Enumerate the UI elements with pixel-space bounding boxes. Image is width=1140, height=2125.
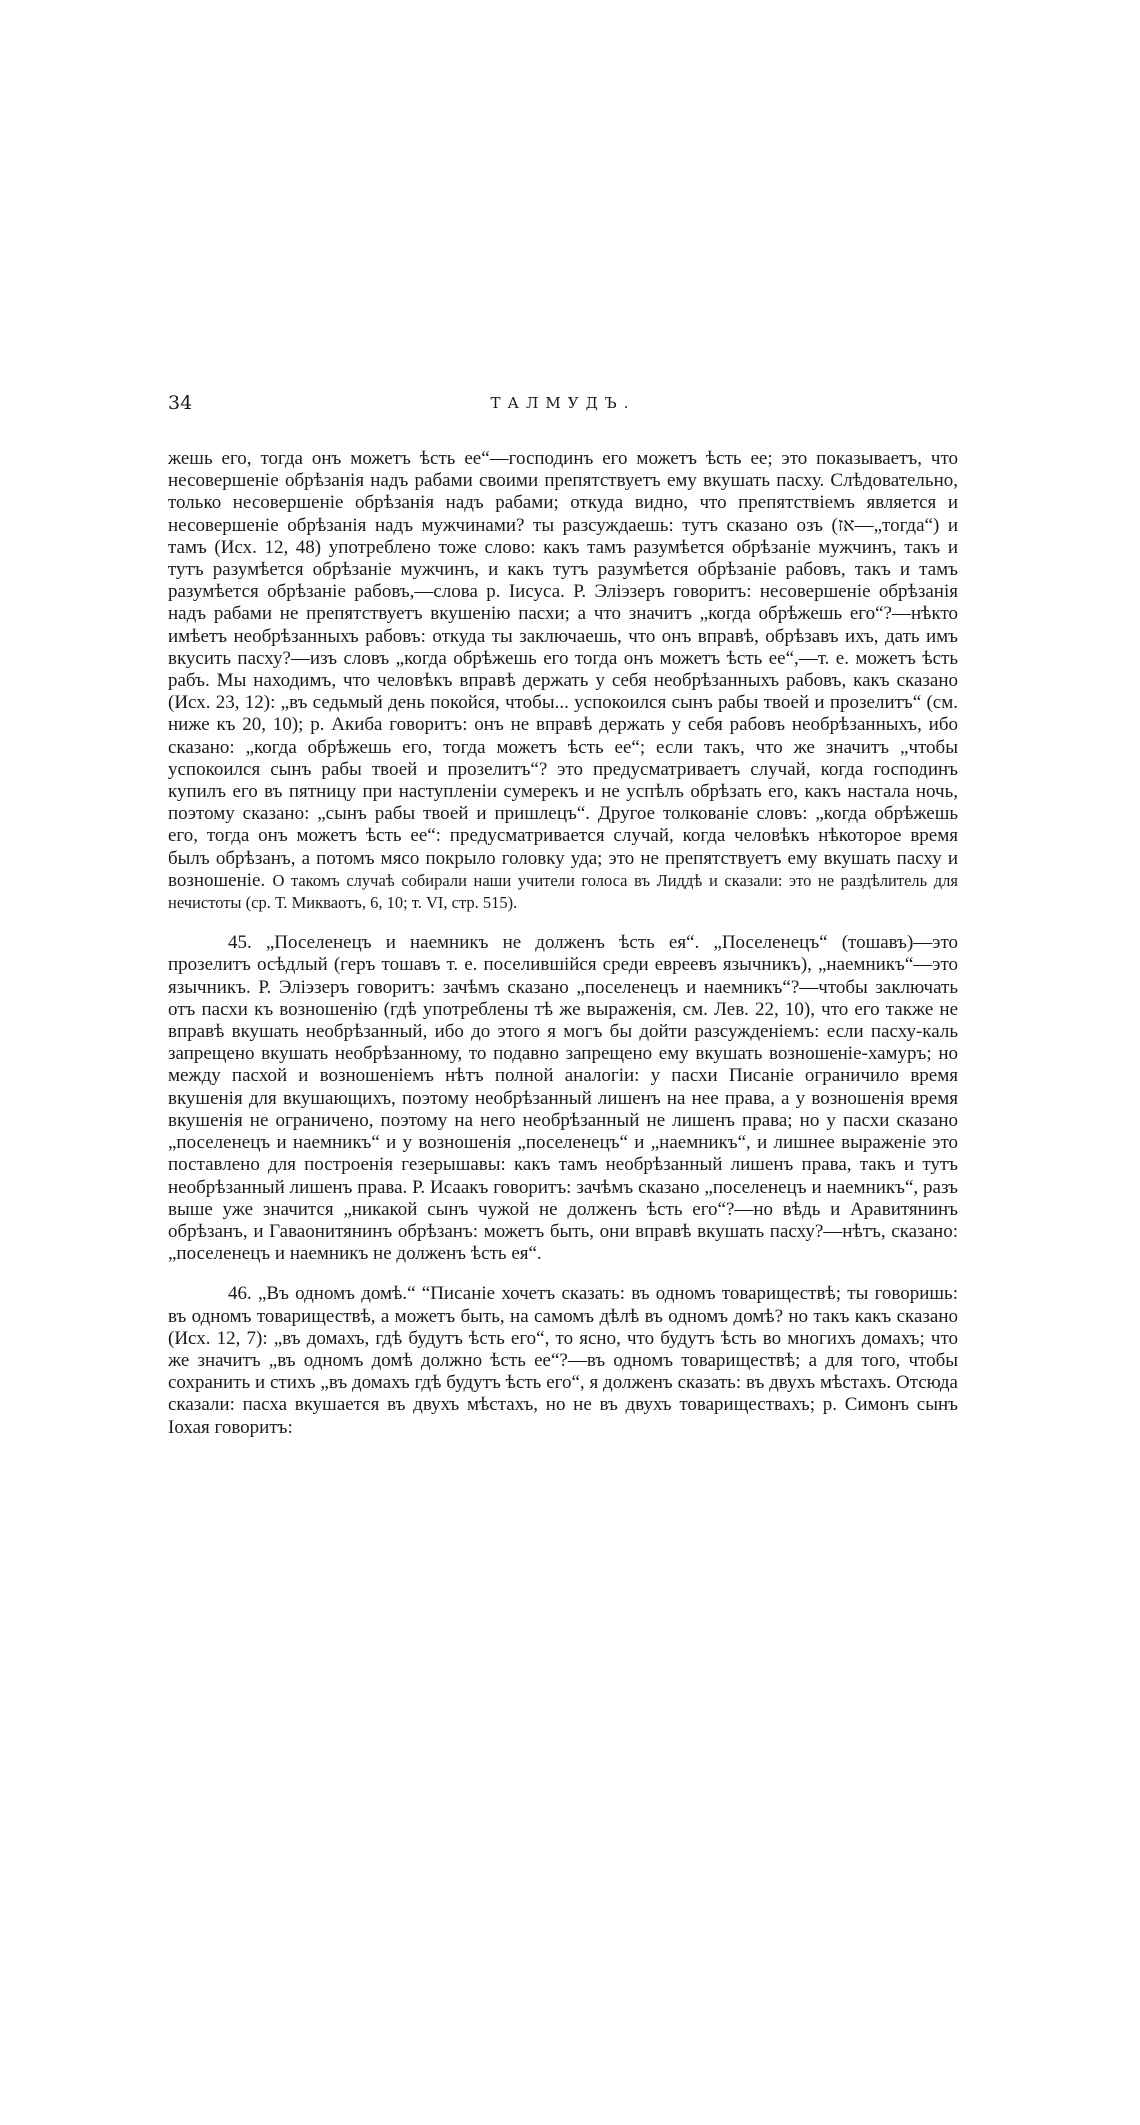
paragraph-text: 45. „Поселенецъ и наемникъ не долженъ ѣсть ея“. „Поселенецъ“ (тошавъ)—это прозелитъ осѣдлый (геръ тошавъ т. е. поселившійся среди евреевъ язычникъ), „наемникъ“—это язычникъ. Р. Элiэзеръ говоритъ: зачѣмъ сказано „поселенецъ и наемникъ“?—чтобы заключать отъ пасхи къ возношенію (гдѣ употреблены тѣ же выраженія, см. Лев. 22, 10), что его также не вправѣ вкушать необрѣзанный, ибо до этого я могъ бы дойти разсужденіемъ: если пасху-каль запрещено вкушать необрѣзанному, то подавно запрещено ему вкушать возношеніе-хамуръ; но между пасхой и возношеніемъ нѣтъ полной аналогіи: у пасхи Писаніе ограничило время вкушенія для вкушающихъ, поэтому необрѣзанный лишенъ на нее права, а у возношенія время вкушенія не ограничено, поэтому на него необрѣзанный не лишенъ права; но у пасхи сказано „поселенецъ и наемникъ“ и у возношенія „поселенецъ“ и „наемникъ“, и лишнее выраженіе это поставлено для построенія гезерышавы: какъ тамъ необрѣзанный лишенъ права, такъ и тутъ необрѣзанный лишенъ права. Р. Исаакъ говоритъ: зачѣмъ сказано „поселенецъ и наемникъ“, разъ выше уже значится „никакой сынъ чужой не долженъ ѣсть его“?—но вѣдь и Аравитянинъ обрѣзанъ, и Гаваонитянинъ обрѣзанъ: можетъ быть, они вправѣ вкушать пасху?—нѣтъ, сказано: „поселенецъ и наемникъ не долженъ ѣсть ея“. xyxy=(168,932,958,1265)
paragraph-text: жешь его, тогда онъ можетъ ѣсть ее“—господинъ его можетъ ѣсть ее; это показываетъ, что несовершеніе обрѣзанія надъ рабами своими препятствуетъ ему вкушать пасху. Слѣдовательно, только несовершеніе обрѣзанія надъ рабами; откуда видно, что препятствіемъ является и несовершеніе обрѣзанія надъ мужчинами? ты разсуждаешь: тутъ сказано озъ (אז—„тогда“) и тамъ (Исх. 12, 48) употреблено тоже слово: какъ тамъ разумѣется обрѣзаніе мужчинъ, такъ и тутъ разумѣется обрѣзаніе мужчинъ, и какъ тутъ разумѣется обрѣзаніе рабовъ, такъ и тамъ разумѣется обрѣзаніе рабовъ,—слова р. Іисуса. Р. Элiэзеръ говоритъ: несовершеніе обрѣзанія надъ рабами не препятствуетъ вкушенію пасхи; а что значитъ „когда обрѣжешь его“?—нѣкто имѣетъ необрѣзанныхъ рабовъ: откуда ты заключаешь, что онъ вправѣ, обрѣзавъ ихъ, дать имъ вкусить пасху?—изъ словъ „когда обрѣжешь его тогда онъ можетъ ѣсть ее“,—т. е. можетъ ѣсть рабъ. Мы находимъ, что человѣкъ вправѣ держать у себя необрѣзанныхъ рабовъ, какъ сказано (Исх. 23, 12): „въ седьмый день покойся, чтобы... успокоился сынъ рабы твоей и прозелитъ“ (см. ниже къ 20, 10); р. Акиба говоритъ: онъ не вправѣ держать у себя рабовъ необрѣзанныхъ, ибо сказано: „когда обрѣжешь его, тогда можетъ ѣсть ее“; если такъ, что же значитъ „чтобы успокоился сынъ рабы твоей и прозелитъ“? это предусматриваетъ случай, когда господинъ купилъ его въ пятницу при наступленіи сумерекъ и не успѣлъ обрѣзать его, какъ настала ночь, поэтому сказано: „сынъ рабы твоей и пришлецъ“. Другое толкованіе словъ: „когда обрѣжешь его, тогда онъ можетъ ѣсть ее“: предусматривается случай, когда человѣкъ нѣкоторое время былъ обрѣзанъ, а потомъ мясо покрыло головку уда; это не препятствуетъ ему вкушать пасху и возношеніе. xyxy=(168,448,958,891)
paragraph-text: 46. „Въ одномъ домѣ.“ “Писаніе хочетъ сказать: въ одномъ товариществѣ; ты говоришь: въ одномъ товариществѣ, а можетъ быть, на самомъ дѣлѣ въ одномъ домѣ? но такъ какъ сказано (Исх. 12, 7): „въ домахъ, гдѣ будутъ ѣсть его“, то ясно, что будутъ ѣсть во многихъ домахъ; что же значитъ „въ одномъ домѣ должно ѣсть ее“?—въ одномъ товариществѣ; а для того, чтобы сохранить и стихъ „въ домахъ гдѣ будутъ ѣсть его“, я долженъ сказать: въ двухъ мѣстахъ. Отсюда сказали: пасха вкушается въ двухъ мѣстахъ, но не въ двухъ товариществахъ; р. Симонъ сынъ Іохая говоритъ: xyxy=(168,1283,958,1438)
small-print-note: О такомъ случаѣ собирали наши учители голоса въ Лиддѣ и сказали: это не раздѣлитель для нечистоты (ср. Т. Микваотъ, 6, 10; т. VI, стр. 515). xyxy=(168,870,958,913)
page xyxy=(168,392,958,1439)
body-text xyxy=(168,448,958,1439)
running-head xyxy=(168,392,958,426)
page-number: 34 xyxy=(168,392,193,414)
paragraph-continuation xyxy=(168,448,958,914)
paragraph-46 xyxy=(168,1283,958,1438)
paragraph-45 xyxy=(168,932,958,1265)
running-title: ТАЛМУДЪ. xyxy=(490,394,636,412)
